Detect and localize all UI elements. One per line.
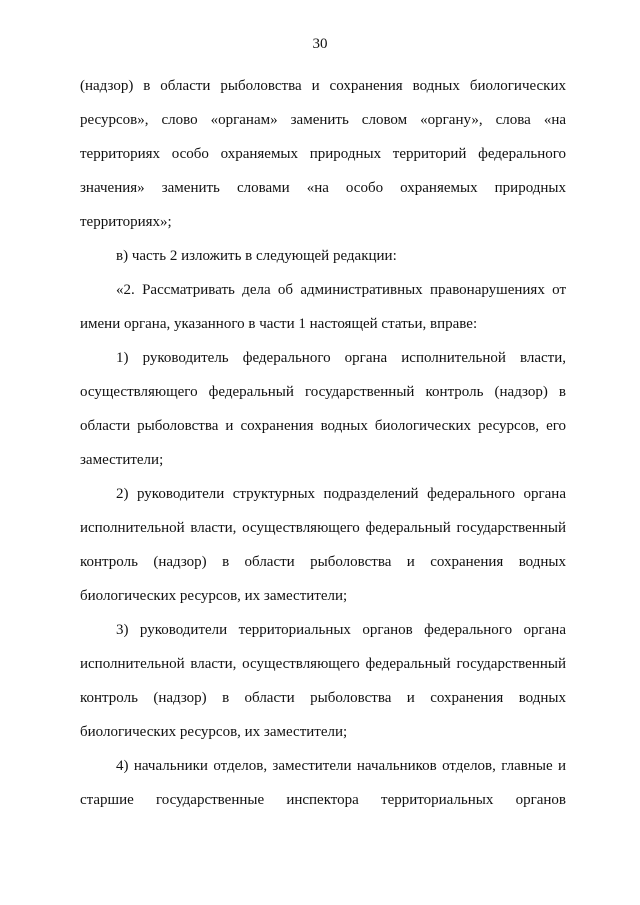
text-line: 3) руководители территориальных органов федерального органа: [116, 622, 566, 638]
text-line: биологических ресурсов, их заместители;: [80, 588, 348, 604]
text-line: территориях особо охраняемых природных территорий федерального: [80, 146, 566, 162]
paragraph: [80, 239, 566, 273]
text-line: территориях»;: [80, 214, 172, 230]
text-line: 1) руководитель федерального органа исполнительной власти,: [116, 350, 566, 366]
text-line: 2) руководители структурных подразделений федерального органа: [116, 486, 566, 502]
text-line: (надзор) в области рыболовства и сохранения водных биологических: [80, 78, 566, 94]
paragraph: [80, 273, 566, 341]
text-line: ресурсов», слово «органам» заменить словом «органу», слова «на: [80, 112, 566, 128]
text-line: области рыболовства и сохранения водных биологических ресурсов, его: [80, 418, 566, 434]
text-line: имени органа, указанного в части 1 настоящей статьи, вправе:: [80, 316, 478, 332]
text-line: контроль (надзор) в области рыболовства и сохранения водных: [80, 690, 566, 706]
document-body: [80, 69, 566, 817]
text-line: осуществляющего федеральный государственный контроль (надзор) в: [80, 384, 566, 400]
paragraph: [80, 69, 566, 239]
text-line: контроль (надзор) в области рыболовства и сохранения водных: [80, 554, 566, 570]
text-line: значения» заменить словами «на особо охраняемых природных: [80, 180, 566, 196]
paragraph: [80, 477, 566, 613]
text-line: исполнительной власти, осуществляющего федеральный государственный: [80, 520, 566, 536]
text-line: заместители;: [80, 452, 164, 468]
text-line: в) часть 2 изложить в следующей редакции:: [116, 248, 397, 264]
paragraph: [80, 341, 566, 477]
paragraph: [80, 749, 566, 817]
text-line: исполнительной власти, осуществляющего федеральный государственный: [80, 656, 566, 672]
paragraph: [80, 613, 566, 749]
text-line: старшие государственные инспектора территориальных органов: [80, 792, 566, 808]
page-number: 30: [312, 36, 328, 52]
text-line: 4) начальники отделов, заместители начальников отделов, главные и: [116, 758, 566, 774]
text-line: биологических ресурсов, их заместители;: [80, 724, 348, 740]
text-line: «2. Рассматривать дела об административных правонарушениях от: [116, 282, 566, 298]
